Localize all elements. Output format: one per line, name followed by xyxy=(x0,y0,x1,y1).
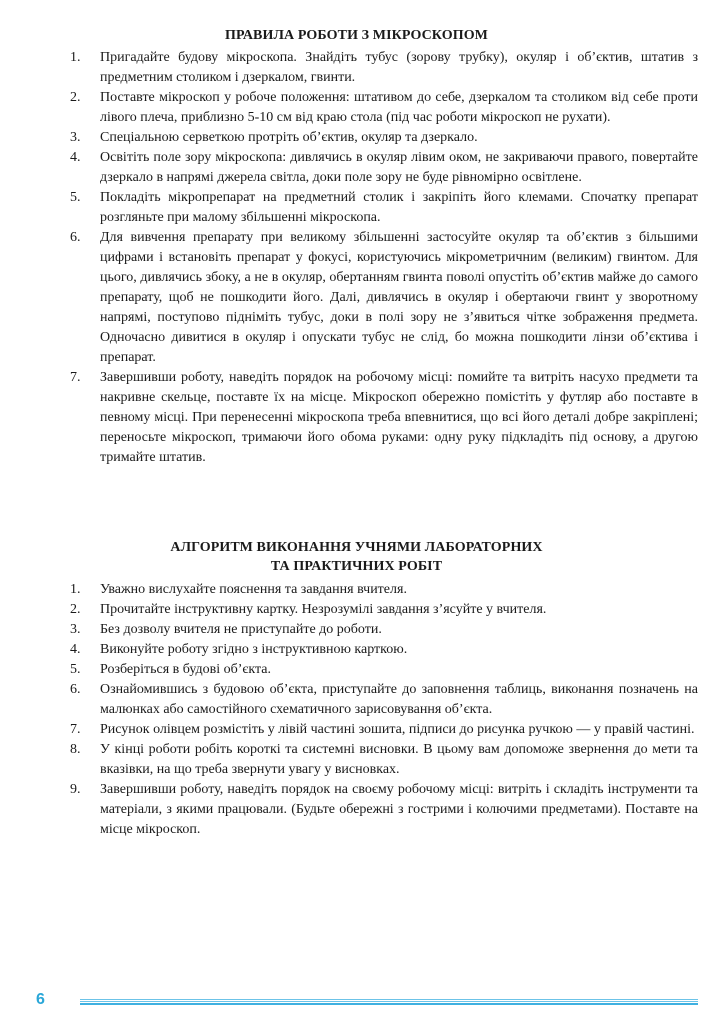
list-item xyxy=(70,780,698,840)
list-item xyxy=(70,680,698,720)
list-item-number: 7. xyxy=(70,722,81,737)
list-item-number: 1. xyxy=(70,50,81,65)
list-item-number: 2. xyxy=(70,90,81,105)
list-item-text: Завершивши роботу, наведіть порядок на робочому місці: помийте та витріть насухо предмети та накривне скельце, поставте їх на місце. Мікроскоп обережно помістіть у футляр або поставте в певному місці. При перенесенні мікроскопа треба впевнитися, що всі його деталі добре закріплені; переносьте мікроскоп, тримаючи його обома руками: одну руку підкладіть під основу, а другою тримайте штатив. xyxy=(100,370,698,465)
list-item-number: 8. xyxy=(70,742,81,757)
list-item-text: Виконуйте роботу згідно з інструктивною карткою. xyxy=(100,642,408,657)
list-item xyxy=(70,600,698,620)
list-item-number: 6. xyxy=(70,682,81,697)
section-title-line-1: АЛГОРИТМ ВИКОНАННЯ УЧНЯМИ ЛАБОРАТОРНИХ xyxy=(170,540,543,555)
list-item xyxy=(70,148,698,188)
list-item-text: Ознайомившись з будовою об’єкта, приступайте до заповнення таблиць, виконання позначень на малюнках або самостійного схематичного зарисовування об’єкта. xyxy=(100,682,698,717)
footer-rule-line xyxy=(80,999,698,1000)
list-item xyxy=(70,720,698,740)
footer-rule-line-thick xyxy=(80,1003,698,1005)
list-item-text: Спеціальною серветкою протріть об’єктив, окуляр та дзеркало. xyxy=(100,130,478,145)
list-item-number: 4. xyxy=(70,642,81,657)
list-item xyxy=(70,88,698,128)
list-item-text: Рисунок олівцем розмістіть у лівій частині зошита, підписи до рисунка ручкою — у правій частині. xyxy=(100,722,695,737)
list-item-text: Пригадайте будову мікроскопа. Знайдіть тубус (зорову трубку), окуляр і об’єктив, штатив з предметним столиком і дзеркалом, гвинти. xyxy=(100,50,698,85)
list-item-text: Прочитайте інструктивну картку. Незрозумілі завдання з’ясуйте у вчителя. xyxy=(100,602,547,617)
list-item-text: У кінці роботи робіть короткі та системні висновки. В цьому вам допоможе звернення до мети та вказівки, на що треба звернути увагу у висновках. xyxy=(100,742,698,777)
list-item-number: 1. xyxy=(70,582,81,597)
list-item-number: 6. xyxy=(70,230,81,245)
list-item-number: 5. xyxy=(70,662,81,677)
lab-algorithm-list xyxy=(70,580,698,840)
list-item-text: Покладіть мікропрепарат на предметний столик і закріпіть його клемами. Спочатку препарат розгляньте при малому збільшенні мікроскопа. xyxy=(100,190,698,225)
section-title-text: ПРАВИЛА РОБОТИ З МІКРОСКОПОМ xyxy=(225,28,488,43)
list-item-number: 3. xyxy=(70,130,81,145)
list-item-number: 3. xyxy=(70,622,81,637)
list-item xyxy=(70,368,698,468)
list-item xyxy=(70,580,698,600)
list-item xyxy=(70,48,698,88)
list-item-number: 7. xyxy=(70,370,81,385)
microscope-rules-list xyxy=(70,48,698,468)
list-item xyxy=(70,640,698,660)
list-item xyxy=(70,740,698,780)
list-item xyxy=(70,620,698,640)
footer-rule-line xyxy=(80,1001,698,1002)
list-item-text: Уважно вислухайте пояснення та завдання вчителя. xyxy=(100,582,407,597)
list-item xyxy=(70,228,698,368)
section-title-microscope-rules xyxy=(0,26,713,45)
list-item-text: Розберіться в будові об’єкта. xyxy=(100,662,272,677)
section-title-line-2: ТА ПРАКТИЧНИХ РОБІТ xyxy=(270,559,443,574)
list-item-text: Без дозволу вчителя не приступайте до роботи. xyxy=(100,622,382,637)
footer-rule xyxy=(80,999,698,1005)
list-item-text: Для вивчення препарату при великому збільшенні застосуйте окуляр та об’єктив з більшими цифрами і встановіть препарат у фокусі, користуючись мікрометричним (великим) гвинтом. Для цього, дивлячись збоку, а не в окуляр, обертанням гвинта поволі опустіть об’єктив майже до самого препарату, щоб не пошкодити його. Далі, дивлячись в окуляр і обертаючи гвинт у зворотному напрямі, поступово підніміть тубус, доки в полі зору не з’явиться чітке зображення предмета. Одночасно дивитися в окуляр і опускати тубус не слід, бо можна пошкодити лінзи об’єктива і препарат. xyxy=(100,230,698,365)
list-item-number: 2. xyxy=(70,602,81,617)
list-item-number: 9. xyxy=(70,782,81,797)
list-item-text: Освітіть поле зору мікроскопа: дивлячись в окуляр лівим оком, не закриваючи правого, повертайте дзеркало в напрямі джерела світла, доки поле зору не буде рівномірно освітлене. xyxy=(100,150,698,185)
list-item-number: 5. xyxy=(70,190,81,205)
list-item xyxy=(70,188,698,228)
page-number: 6 xyxy=(36,991,45,1008)
list-item xyxy=(70,660,698,680)
section-title-lab-algorithm xyxy=(0,538,713,576)
list-item-text: Поставте мікроскоп у робоче положення: штативом до себе, дзеркалом та столиком від себе проти лівого плеча, приблизно 5-10 см від краю стола (під час роботи мікроскоп не рухати). xyxy=(100,90,698,125)
list-item xyxy=(70,128,698,148)
list-item-text: Завершивши роботу, наведіть порядок на своєму робочому місці: витріть і складіть інструменти та матеріали, з якими працювали. (Будьте обережні з гострими і колючими предметами). Поставте на місце мікроскоп. xyxy=(100,782,698,837)
list-item-number: 4. xyxy=(70,150,81,165)
